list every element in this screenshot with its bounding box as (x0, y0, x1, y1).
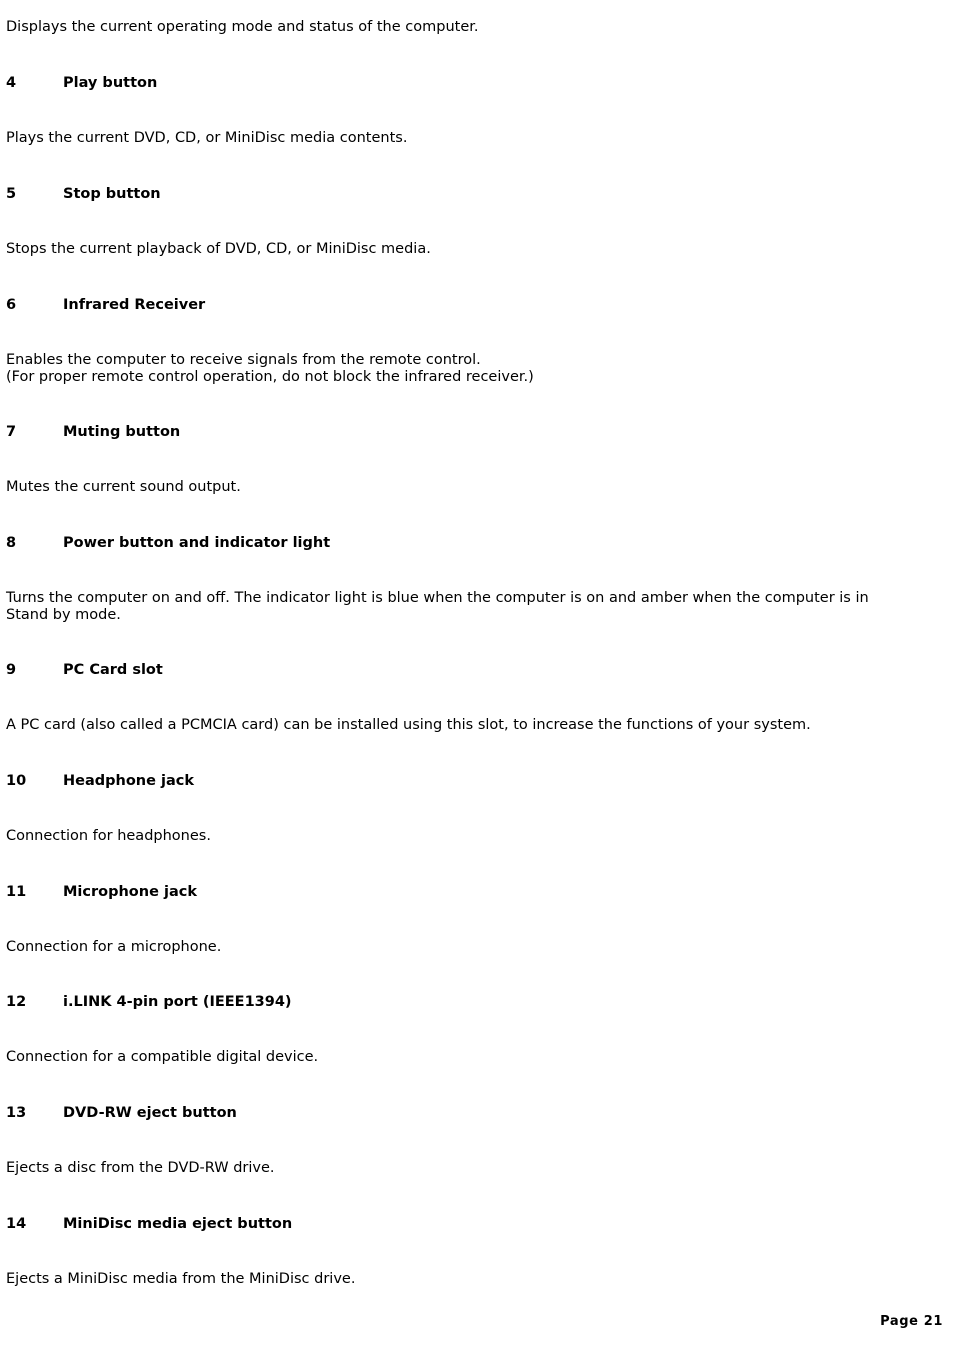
description-line: Turns the computer on and off. The indicator light is blue when the computer is on and amber when the computer is in (6, 590, 869, 606)
entry-heading (6, 75, 936, 92)
entry-description (6, 939, 936, 956)
entry-description (6, 1049, 936, 1066)
entry-title: MiniDisc media eject button (63, 1216, 293, 1232)
entry-number: 4 (6, 75, 17, 91)
description-line: Mutes the current sound output. (6, 479, 241, 495)
description-line: Connection for headphones. (6, 828, 211, 844)
description-line: Stand by mode. (6, 607, 121, 623)
entry-number: 10 (6, 773, 27, 789)
entry-dvd-rw-eject-button (6, 1105, 936, 1177)
entry-heading (6, 535, 936, 552)
entry-description (6, 828, 936, 845)
document-page (6, 0, 946, 1351)
entry-minidisc-eject-button (6, 1216, 936, 1288)
entry-heading (6, 994, 936, 1011)
entry-heading (6, 884, 936, 901)
entry-description (6, 241, 936, 258)
entry-heading (6, 662, 936, 679)
entry-description (6, 352, 936, 386)
entry-heading (6, 297, 936, 314)
entry-number: 7 (6, 424, 17, 440)
entry-heading (6, 1105, 936, 1122)
entry-ilink-port (6, 994, 936, 1066)
entry-title: Play button (63, 75, 158, 91)
entry-heading (6, 1216, 936, 1233)
entry-infrared-receiver (6, 297, 936, 386)
entry-pc-card-slot (6, 662, 936, 734)
entry-number: 5 (6, 186, 17, 202)
entry-number: 14 (6, 1216, 27, 1232)
intro-text: Displays the current operating mode and status of the computer. (6, 19, 479, 35)
description-line: (For proper remote control operation, do not block the infrared receiver.) (6, 369, 534, 385)
entry-heading (6, 186, 936, 203)
entry-description (6, 717, 936, 734)
description-line: Connection for a compatible digital device. (6, 1049, 319, 1065)
entry-power-button (6, 535, 936, 624)
entry-headphone-jack (6, 773, 936, 845)
entry-description (6, 1271, 936, 1288)
entry-heading (6, 424, 936, 441)
entry-number: 12 (6, 994, 27, 1010)
description-line: Ejects a MiniDisc media from the MiniDisc drive. (6, 1271, 356, 1287)
description-line: Plays the current DVD, CD, or MiniDisc media contents. (6, 130, 408, 146)
entry-number: 9 (6, 662, 17, 678)
entry-number: 11 (6, 884, 27, 900)
entry-number: 6 (6, 297, 17, 313)
entry-microphone-jack (6, 884, 936, 956)
entry-description (6, 479, 936, 496)
entry-title: Infrared Receiver (63, 297, 206, 313)
description-line: Stops the current playback of DVD, CD, or MiniDisc media. (6, 241, 431, 257)
entry-title: DVD-RW eject button (63, 1105, 237, 1121)
entry-stop-button (6, 186, 936, 258)
entry-title: Power button and indicator light (63, 535, 331, 551)
entry-title: PC Card slot (63, 662, 163, 678)
description-line: Connection for a microphone. (6, 939, 222, 955)
entry-description (6, 130, 936, 147)
description-line: Ejects a disc from the DVD-RW drive. (6, 1160, 275, 1176)
entry-title: Muting button (63, 424, 181, 440)
entry-title: Stop button (63, 186, 161, 202)
entry-number: 8 (6, 535, 17, 551)
entry-muting-button (6, 424, 936, 496)
entry-title: i.LINK 4-pin port (IEEE1394) (63, 994, 292, 1010)
description-line: Enables the computer to receive signals from the remote control. (6, 352, 481, 368)
entry-play-button (6, 75, 936, 147)
entry-title: Headphone jack (63, 773, 194, 789)
entry-description (6, 590, 936, 624)
entry-title: Microphone jack (63, 884, 197, 900)
page-number: Page 21 (880, 1314, 943, 1329)
entry-number: 13 (6, 1105, 27, 1121)
entry-description (6, 1160, 936, 1177)
description-line: A PC card (also called a PCMCIA card) can be installed using this slot, to increase the functions of your system. (6, 717, 811, 733)
entry-heading (6, 773, 936, 790)
